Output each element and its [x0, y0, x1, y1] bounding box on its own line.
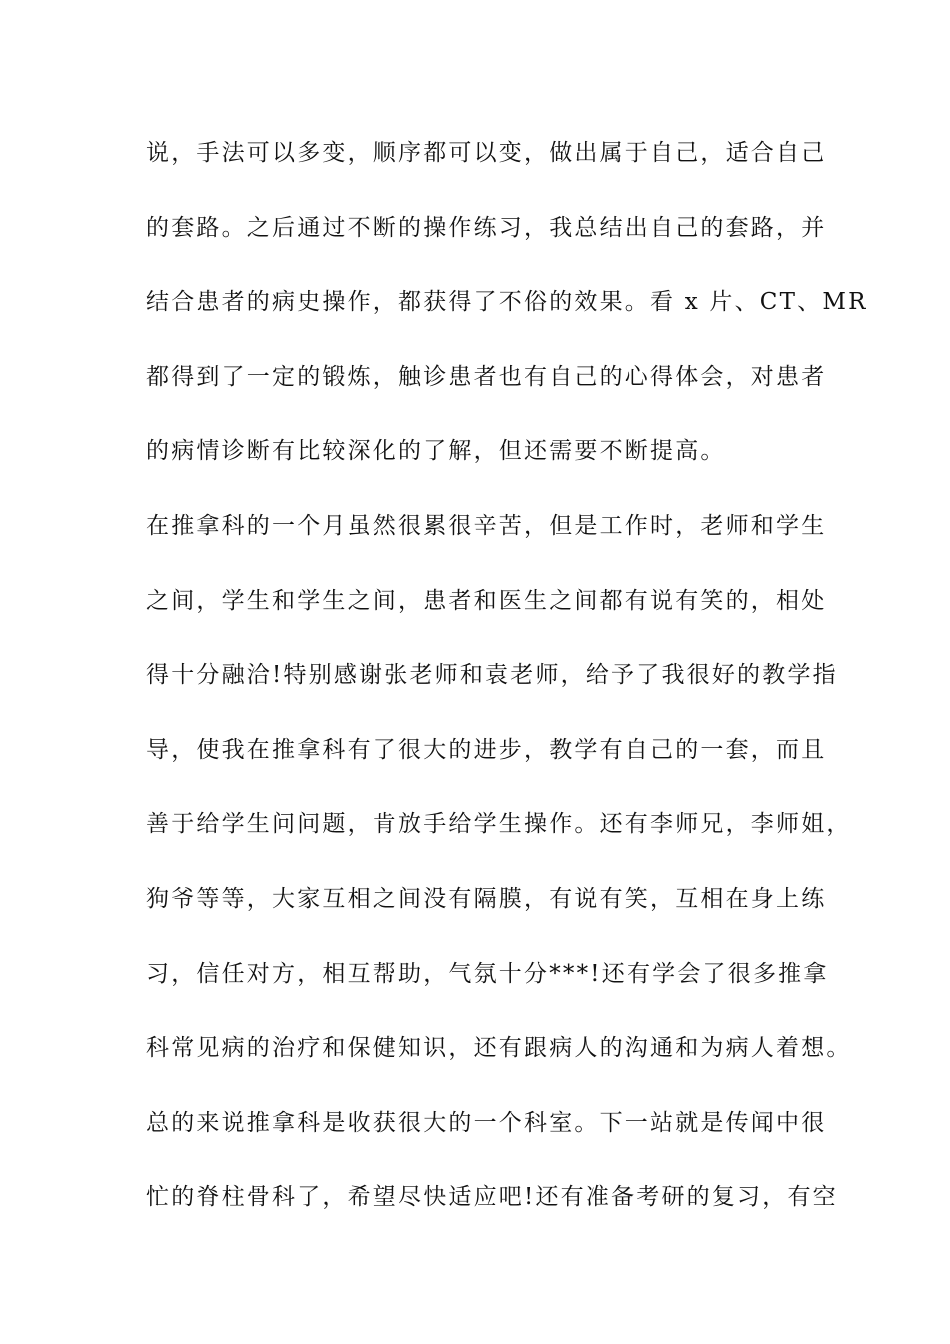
text-line: 说，手法可以多变，顺序都可以变，做出属于自己，适合自己 — [146, 140, 827, 166]
text-line: 的套路。之后通过不断的操作练习，我总结出自己的套路，并 — [146, 214, 827, 241]
text-line: 结合患者的病史操作，都获得了不俗的效果。看 x 片、CT、MR — [146, 289, 868, 316]
text-line: 的病情诊断有比较深化的了解，但还需要不断提高。 — [146, 438, 726, 465]
text-line: 科常见病的治疗和保健知识，还有跟病人的沟通和为病人着想。 — [146, 1035, 852, 1062]
text-line: 都得到了一定的锻炼，触诊患者也有自己的心得体会，对患者 — [146, 363, 827, 390]
text-line: 狗爷等等，大家互相之间没有隔膜，有说有笑，互相在身上练 — [146, 885, 827, 912]
text-line: 习，信任对方，相互帮助，气氛十分***!还有学会了很多推拿 — [146, 960, 829, 987]
text-line: 得十分融洽!特别感谢张老师和袁老师，给予了我很好的教学指 — [146, 662, 838, 689]
text-line: 导，使我在推拿科有了很大的进步，教学有自己的一套，而且 — [146, 736, 827, 763]
text-line: 忙的脊柱骨科了，希望尽快适应吧!还有准备考研的复习，有空 — [146, 1184, 838, 1211]
text-line: 总的来说推拿科是收获很大的一个科室。下一站就是传闻中很 — [146, 1109, 827, 1136]
text-line: 善于给学生问问题，肯放手给学生操作。还有李师兄，李师姐， — [146, 811, 852, 838]
text-line: 在推拿科的一个月虽然很累很辛苦，但是工作时，老师和学生 — [146, 512, 827, 539]
body-text — [146, 130, 868, 1249]
text-line: 之间，学生和学生之间，患者和医生之间都有说有笑的，相处 — [146, 587, 827, 614]
